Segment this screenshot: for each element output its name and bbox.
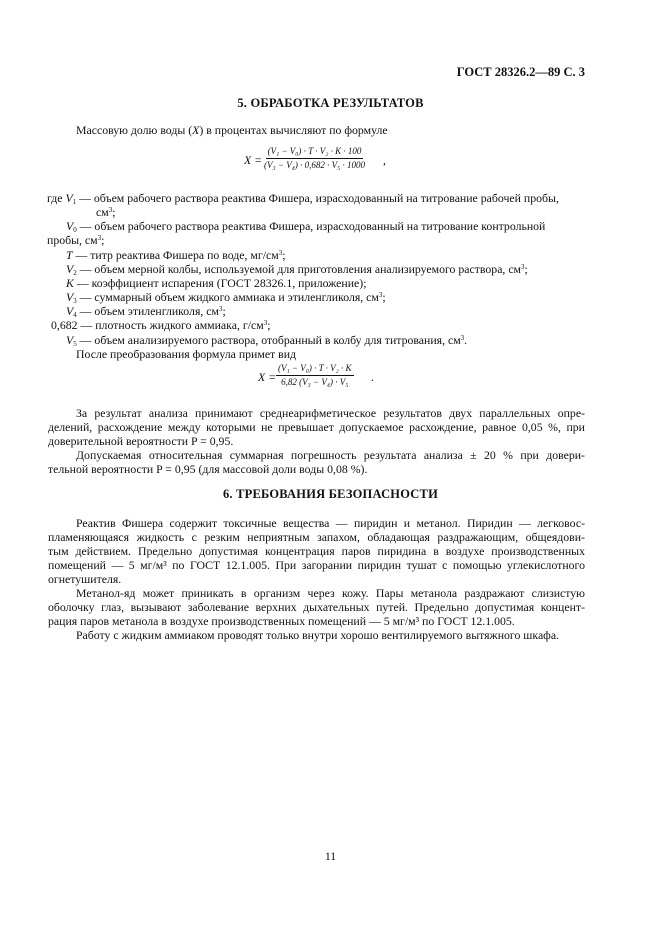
result-para-line2: делений, расхождение между которыми не превышает допускаемое расхождение, равное 0,05 %, при — [48, 420, 585, 434]
page-number: 11 — [324, 849, 337, 863]
formula-1-denominator: (V₃ − V₄) · 0,682 · V₅ · 1000 — [264, 160, 365, 170]
safety-p2-line3: рация паров метанола в воздухе производственных помещений — 5 мг/м³ по ГОСТ 12.1.005. — [48, 614, 515, 628]
transform-intro: После преобразования формула примет вид — [76, 347, 297, 361]
formula-2-fraction — [276, 363, 354, 388]
safety-p1-line1: Реактив Фишера содержит токсичные вещества — пиридин и метанол. Пиридин — легковос- — [76, 516, 585, 530]
def-v0-cont: пробы, $см^3$; — [47, 233, 105, 247]
def-v4: $V_4$ — объем этиленгликоля, $см^3$; — [66, 304, 226, 319]
safety-p1-line2: пламеняющаяся жидкость с резким неприятным запахом, обладающая раздражающим, общеядови- — [48, 530, 585, 544]
result-para-line3: доверительной вероятности P = 0,95. — [48, 434, 234, 448]
def-density: 0,682 — плотность жидкого аммиака, $г/см^3$; — [51, 318, 271, 332]
section-5-title: 5. ОБРАБОТКА РЕЗУЛЬТАТОВ — [237, 96, 424, 110]
def-v5: $V_5$ — объем анализируемого раствора, отобранный в колбу для титрования, $см^3$. — [66, 333, 468, 348]
formula-2-lhs: X = — [258, 370, 277, 384]
safety-p1-line4: помещений — 5 мг/м³ по ГОСТ 12.1.005. При загорании пиридин тушат с помощью углекислотного — [48, 558, 585, 572]
safety-p2-line1: Метанол-яд может приникать в организм через кожу. Пары метанола раздражают слизистую — [76, 586, 585, 600]
error-para-line2: тельной вероятности P = 0,95 (для массовой доли воды 0,08 %). — [48, 462, 368, 476]
formula-1-numerator: (V₁ − V₀) · T · V₂ · K · 100 — [266, 146, 364, 159]
page-header: ГОСТ 28326.2—89 С. 3 — [456, 65, 585, 79]
def-v1: где $V_1$ — объем рабочего раствора реактива Фишера, израсходованный на титрование рабочей пробы, — [47, 191, 559, 206]
section-6-title: 6. ТРЕБОВАНИЯ БЕЗОПАСНОСТИ — [222, 487, 438, 501]
error-para-line1: Допускаемая относительная суммарная погрешность результата анализа ± 20 % при довери- — [76, 448, 585, 462]
result-para-line1: За результат анализа принимают среднеарифметическое результатов двух параллельных опре- — [76, 406, 585, 420]
formula-1-lhs: X = — [244, 153, 263, 167]
def-v2: $V_2$ — объем мерной колбы, используемой для приготовления анализируемого раствора, $см^3$; — [66, 262, 528, 277]
def-v1-cont: $см^3$; — [96, 205, 116, 219]
safety-p2-line2: оболочку глаз, вызывают заболевание верхних дыхательных путей. Предельно допустимая концент- — [48, 600, 585, 614]
def-v3: $V_3$ — суммарный объем жидкого аммиака и этиленгликоля, $см^3$; — [66, 290, 386, 305]
safety-p3-line1: Работу с жидким аммиаком проводят только внутри хорошо вентилируемого вытяжного шкафа. — [76, 628, 560, 642]
safety-p1-line3: тым действием. Предельно допустимая концентрация паров пиридина в воздухе производственных — [48, 544, 585, 558]
formula-2-denominator: 6,82 (V₃ − V₄) · V₅ — [281, 377, 349, 387]
def-k: K — коэффициент испарения (ГОСТ 28326.1, приложение); — [66, 276, 367, 290]
formula-2-trail: . — [371, 370, 374, 384]
def-t: T — титр реактива Фишера по воде, $мг/см^3$; — [66, 248, 286, 262]
safety-p1-line5: огнетушителя. — [48, 572, 122, 586]
formula-2-numerator: (V₁ − V₀) · T · V₂ · K — [276, 363, 354, 376]
formula-1-trail: , — [383, 153, 386, 167]
formula-intro: Массовую долю воды (X) в процентах вычисляют по формуле — [76, 123, 388, 137]
def-v0: $V_0$ — объем рабочего раствора реактива Фишера, израсходованный на титрование контрольной — [66, 219, 546, 234]
formula-1-fraction — [262, 146, 367, 171]
